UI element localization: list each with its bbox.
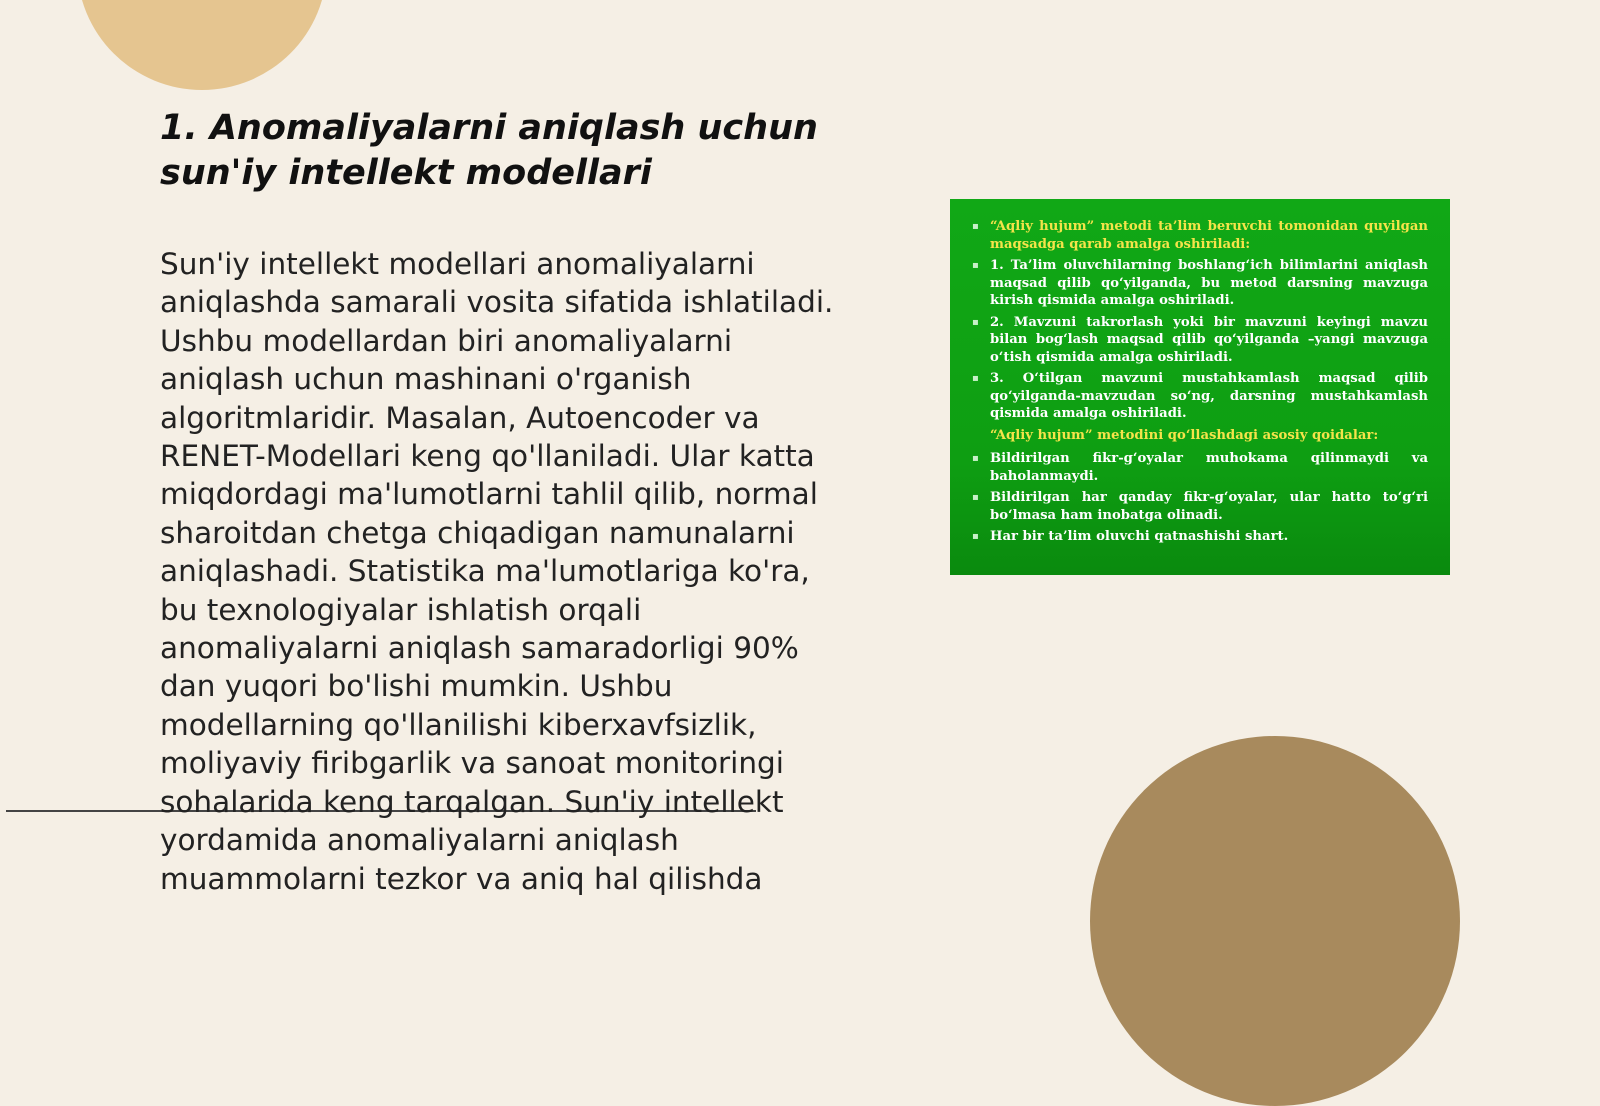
bullet-icon: ▪	[972, 373, 979, 384]
slide-title: 1. Anomaliyalarni aniqlash uchun sun'iy intellekt modellari	[160, 108, 818, 193]
panel-item-1	[970, 257, 1428, 310]
aqliy-hujum-image	[950, 199, 1450, 575]
bullet-icon: ▪	[972, 316, 979, 328]
panel-item-text: Bildirilgan har qanday fikr-g‘oyalar, ular hatto to‘g‘ri bo‘lmasa ham inobatga olinadi.	[990, 490, 1428, 523]
bullet-icon: ▪	[972, 531, 979, 542]
panel-rule-3	[970, 528, 1428, 546]
panel-list-top	[970, 218, 1428, 423]
panel-rule-2	[970, 489, 1428, 524]
panel-rule-1	[970, 450, 1428, 485]
panel-item-text: “Aqliy hujum” metodi ta’lim beruvchi tomonidan quyilgan maqsadga qarab amalga oshiriladi:	[990, 219, 1428, 252]
panel-item-text: 2. Mavzuni takrorlash yoki bir mavzuni keyingi mavzu bilan bog‘lash maqsad qilib qo‘yilganda –yangi mavzuga o‘tish qismida amalga oshiriladi.	[990, 314, 1428, 365]
bullet-icon: ▪	[972, 492, 979, 503]
panel-item-intro	[970, 218, 1428, 253]
bullet-icon: ▪	[972, 221, 979, 232]
panel-item-text: 1. Ta’lim oluvchilarning boshlang‘ich bilimlarini aniqlash maqsad qilib qo‘yilganda, bu metod darsning mavzuga kirish qismida amalga oshiriladi.	[990, 258, 1428, 308]
panel-list-rules	[970, 450, 1428, 546]
panel-item-3	[970, 370, 1428, 423]
slide-body-text: Sun'iy intellekt modellari anomaliyalarni aniqlashda samarali vosita sifatida ishlatiladi. Ushbu modellardan biri anomaliyalarni aniqlash uchun mashinani o'rganish algoritmlaridir. Masalan, Autoencoder va RENET-Modellari keng qo'llaniladi. Ular katta miqdordagi ma'lumotlarni tahlil qilib, normal sharoitdan chetga chiqadigan namunalarni aniqlashadi. Statistika ma'lumotlariga ko'ra, bu texnologiyalar ishlatish orqali anomaliyalarni aniqlash samaradorligi 90% dan yuqori bo'lishi mumkin. Ushbu modellarning qo'llanilishi kiberxavfsizlik, moliyaviy firibgarlik va sanoat monitoringi sohalarida keng tarqalgan. Sun'iy intellekt yordamida anomaliyalarni aniqlash muammolarni tezkor va aniq hal qilishda	[160, 247, 834, 896]
bullet-icon: ▪	[972, 453, 979, 464]
panel-item-text: Bildirilgan fikr-g‘oyalar muhokama qilinmaydi va baholanmaydi.	[990, 451, 1428, 484]
panel-item-text: Har bir ta’lim oluvchi qatnashishi shart.	[990, 529, 1289, 544]
panel-subheading: “Aqliy hujum” metodini qo‘llashdagi asosiy qoidalar:	[990, 427, 1379, 443]
decorative-circle-bottom	[1090, 736, 1460, 1106]
panel-item-text: 3. O‘tilgan mavzuni mustahkamlash maqsad qilib qo‘yilganda-mavzudan so‘ng, darsning mustahkamlash qismida amalga oshiriladi.	[990, 371, 1428, 421]
decorative-circle-top	[77, 0, 327, 90]
bullet-icon: ▪	[972, 260, 979, 271]
panel-item-2	[970, 314, 1428, 367]
